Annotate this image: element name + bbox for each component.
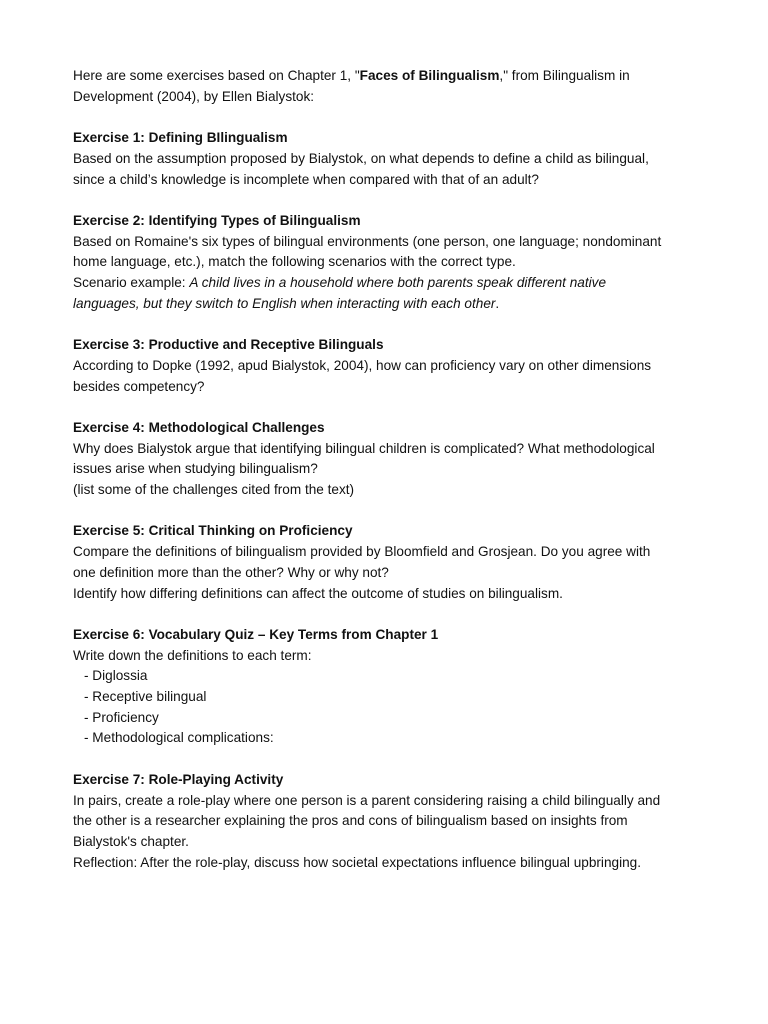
exercise-text: Bialystok's chapter. bbox=[73, 833, 189, 849]
exercise-heading: Exercise 7: Role-Playing Activity bbox=[73, 771, 284, 787]
exercise-text: (list some of the challenges cited from the text) bbox=[73, 482, 355, 497]
exercise-3 bbox=[73, 335, 703, 397]
exercise-text: Write down the definitions to each term: bbox=[73, 647, 312, 663]
exercise-text: Identify how differing definitions can affect the outcome of studies on bilingualism. bbox=[73, 585, 563, 601]
exercise-text: since a child’s knowledge is incomplete when compared with that of an adult? bbox=[73, 171, 539, 187]
intro-line-2: Development (2004), by Ellen Bialystok: bbox=[73, 88, 315, 104]
scenario-line-1 bbox=[73, 273, 703, 294]
vocabulary-term: - Receptive bilingual bbox=[84, 689, 207, 704]
vocabulary-term: - Proficiency bbox=[84, 709, 159, 725]
exercise-text: Based on the assumption proposed by Bialystok, on what depends to define a child as bilingual, bbox=[73, 150, 649, 166]
exercise-1 bbox=[73, 128, 703, 190]
scenario-italic-text: languages, but they switch to English when interacting with each other bbox=[73, 295, 496, 311]
exercise-heading: Exercise 4: Methodological Challenges bbox=[73, 419, 325, 435]
exercise-heading: Exercise 5: Critical Thinking on Proficiency bbox=[73, 523, 353, 539]
exercise-text: the other is a researcher explaining the pros and cons of bilingualism based on insights from bbox=[73, 813, 628, 829]
exercise-text: home language, etc.), match the following scenarios with the correct type. bbox=[73, 254, 516, 270]
exercise-heading: Exercise 2: Identifying Types of Bilingualism bbox=[73, 212, 361, 228]
exercise-heading: Exercise 6: Vocabulary Quiz – Key Terms from Chapter 1 bbox=[73, 626, 439, 642]
intro-line-1 bbox=[73, 66, 703, 87]
vocabulary-term: - Diglossia bbox=[84, 668, 148, 684]
exercise-text: Reflection: After the role-play, discuss how societal expectations influence bilingual upbringing. bbox=[73, 854, 641, 870]
scenario-line-2 bbox=[73, 294, 703, 315]
scenario-prefix: Scenario example: bbox=[73, 275, 190, 290]
exercise-text: issues arise when studying bilingualism? bbox=[73, 461, 318, 477]
exercise-6 bbox=[73, 625, 703, 749]
intro-paragraph bbox=[73, 66, 703, 107]
exercise-5 bbox=[73, 521, 703, 604]
exercise-text: Why does Bialystok argue that identifying bilingual children is complicated? What methodological bbox=[73, 440, 655, 456]
document-page bbox=[73, 66, 703, 894]
exercise-text: Based on Romaine's six types of bilingual environments (one person, one language; nondominant bbox=[73, 233, 662, 249]
exercise-text: besides competency? bbox=[73, 378, 205, 394]
exercise-heading: Exercise 1: Defining BIlingualism bbox=[73, 130, 288, 146]
vocabulary-term: - Methodological complications: bbox=[84, 730, 274, 746]
exercise-2 bbox=[73, 211, 703, 315]
intro-text-after: ," from Bilingualism in bbox=[499, 68, 630, 83]
scenario-italic-text: A child lives in a household where both parents speak different native bbox=[189, 275, 607, 290]
exercise-text: In pairs, create a role-play where one person is a parent considering raising a child bilingually and bbox=[73, 792, 661, 808]
intro-text-before: Here are some exercises based on Chapter 1, " bbox=[73, 68, 360, 83]
scenario-period: . bbox=[495, 295, 500, 311]
exercise-4 bbox=[73, 418, 703, 501]
exercise-text: Compare the definitions of bilingualism provided by Bloomfield and Grosjean. Do you agree with bbox=[73, 544, 651, 560]
exercise-text: one definition more than the other? Why or why not? bbox=[73, 564, 389, 580]
exercise-heading: Exercise 3: Productive and Receptive Bilinguals bbox=[73, 337, 384, 353]
chapter-title: Faces of Bilingualism bbox=[359, 68, 500, 83]
exercise-7 bbox=[73, 770, 703, 874]
exercise-text: According to Dopke (1992, apud Bialystok, 2004), how can proficiency vary on other dimensions bbox=[73, 357, 652, 373]
